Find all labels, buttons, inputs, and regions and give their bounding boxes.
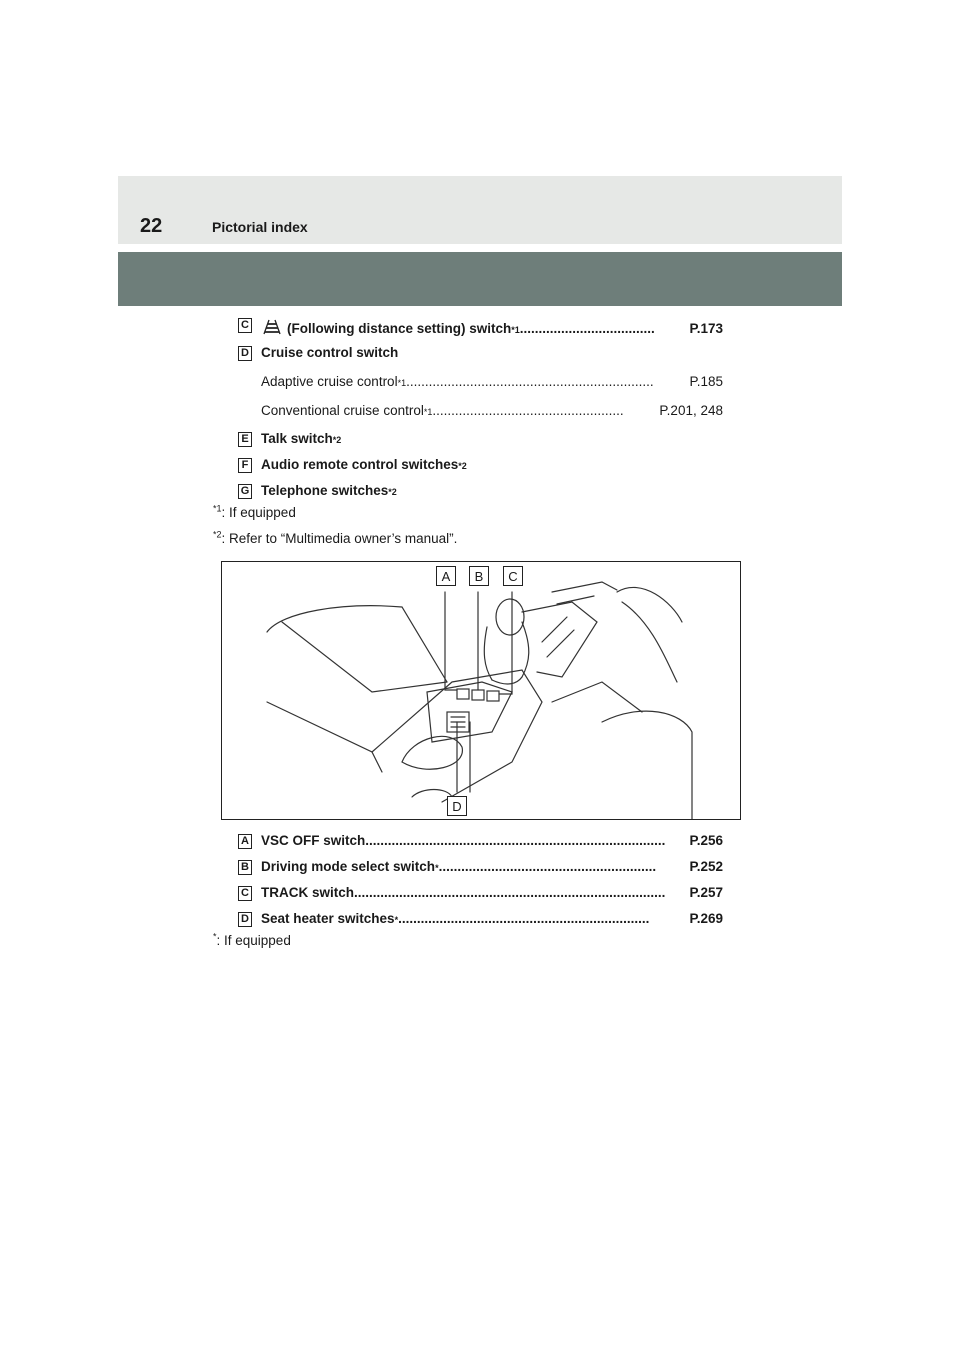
key-badge: E [238, 428, 252, 450]
page-number: 22 [140, 215, 163, 237]
footnote: $^{*2}$: Refer to “Multimedia owner’s manual”. [213, 529, 458, 546]
list-item: Seat heater switches * ................................................................... P.269 [261, 911, 723, 926]
callout-d: D [447, 796, 467, 816]
section-band [118, 252, 842, 306]
sub-list-item: Adaptive cruise control *1 .................................................................. P.185 [261, 374, 723, 389]
list-item: Driving mode select switch * .......................................................... P.252 [261, 859, 723, 874]
sub-list-item: Conventional cruise control *1 ................................................... P.201, 248 [261, 403, 723, 418]
key-badge: C [238, 882, 252, 904]
list-item: Telephone switches *2 [261, 483, 397, 498]
key-badge: A [238, 830, 252, 852]
key-badge: G [238, 480, 252, 502]
following-distance-icon [261, 319, 283, 335]
footnote: $^{*1}$: If equipped [213, 503, 296, 520]
list-item: VSC OFF switch ................................................................................ P.256 [261, 833, 723, 848]
list-item: Cruise control switch [261, 345, 399, 360]
list-item: TRACK switch ................................................................................... P.257 [261, 885, 723, 900]
callout-a: A [436, 566, 456, 586]
footnote: *: If equipped [213, 931, 291, 948]
list-item: (Following distance setting) switch *1 .................................... P.173 [261, 317, 723, 337]
key-badge: C [238, 314, 252, 336]
page-title: Pictorial index [212, 219, 308, 235]
list-item: Audio remote control switches *2 [261, 457, 467, 472]
callout-c: C [503, 566, 523, 586]
key-badge: D [238, 908, 252, 930]
key-badge: D [238, 342, 252, 364]
console-drawing [222, 562, 741, 820]
key-badge: F [238, 454, 252, 476]
center-console-illustration [221, 561, 741, 820]
key-badge: B [238, 856, 252, 878]
page-header [118, 176, 842, 244]
list-item: Talk switch *2 [261, 431, 342, 446]
callout-b: B [469, 566, 489, 586]
